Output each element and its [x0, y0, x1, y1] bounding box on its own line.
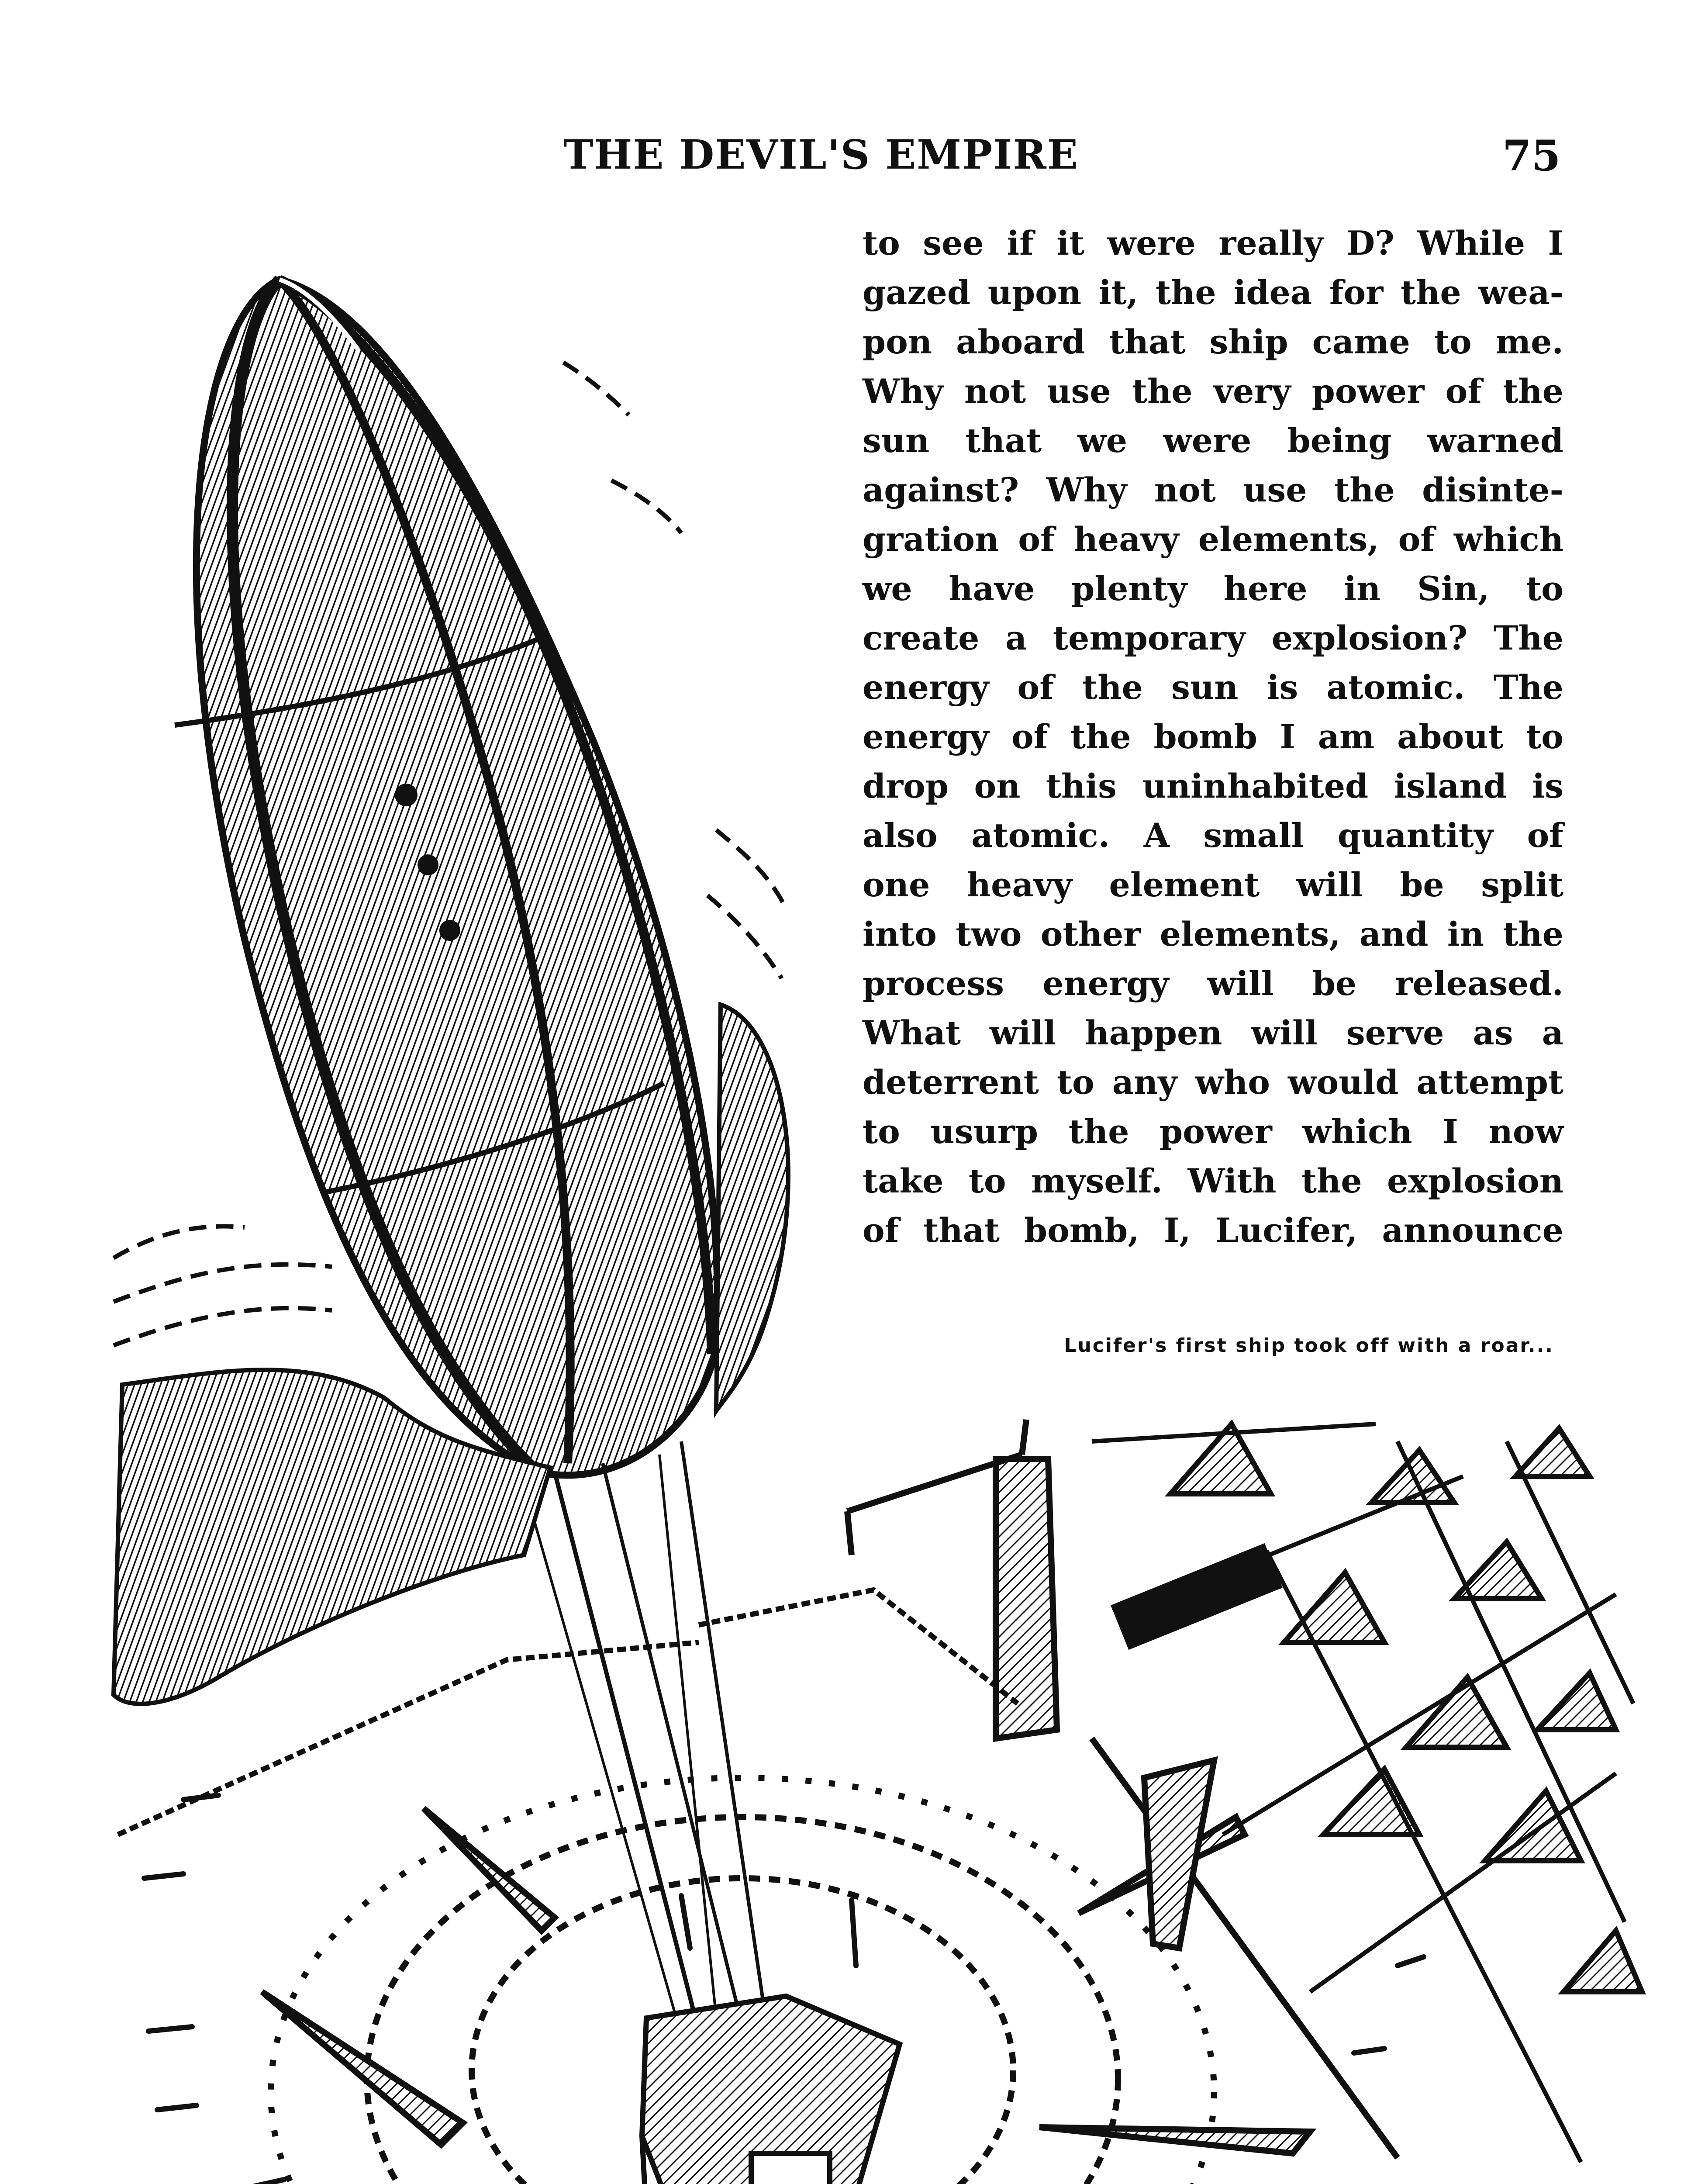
text-line: one heavy element will be split	[863, 865, 1563, 904]
text-line: deterrent to any who would attempt	[863, 1063, 1563, 1102]
text-line: gration of heavy elements, of which	[863, 520, 1563, 559]
text-line: gazed upon it, the idea for the wea-	[863, 273, 1563, 312]
page-number: 75	[1502, 131, 1561, 180]
pyramid-buildings	[1170, 1424, 1642, 1992]
text-line: take to myself. With the explosion	[863, 1161, 1563, 1200]
train-car	[1111, 1543, 1283, 1650]
text-line: pon aboard that ship came to me.	[863, 322, 1563, 361]
crane-tower	[847, 1420, 1398, 2158]
exhaust-beam	[524, 1441, 764, 2035]
text-line: energy of the sun is atomic. The	[863, 668, 1563, 707]
text-line: process energy will be released.	[863, 964, 1563, 1003]
running-head: THE DEVIL'S EMPIRE	[563, 131, 1079, 178]
text-line: to see if it were really D? While I	[863, 224, 1563, 263]
text-line: energy of the bomb I am about to	[863, 717, 1563, 756]
text-line: What will happen will serve as a	[863, 1013, 1563, 1052]
text-line: against? Why not use the disinte-	[863, 470, 1563, 509]
text-line: Why not use the very power of the	[863, 372, 1563, 411]
body-text	[863, 218, 1563, 1255]
rocket-ship	[175, 280, 718, 1475]
illustration-caption: Lucifer's first ship took off with a roar...	[1064, 1334, 1554, 1357]
text-line: also atomic. A small quantity of	[863, 816, 1563, 855]
text-line: drop on this uninhabited island is	[863, 767, 1563, 805]
text-line: into two other elements, and in the	[863, 915, 1563, 954]
text-line: sun that we were being warned	[863, 421, 1563, 460]
text-line: we have plenty here in Sin, to	[863, 569, 1563, 608]
launch-pad	[642, 1996, 900, 2184]
text-line: to usurp the power which I now	[863, 1112, 1563, 1151]
text-line: create a temporary explosion? The	[863, 619, 1563, 657]
text-line: of that bomb, I, Lucifer, announce	[863, 1211, 1563, 1250]
